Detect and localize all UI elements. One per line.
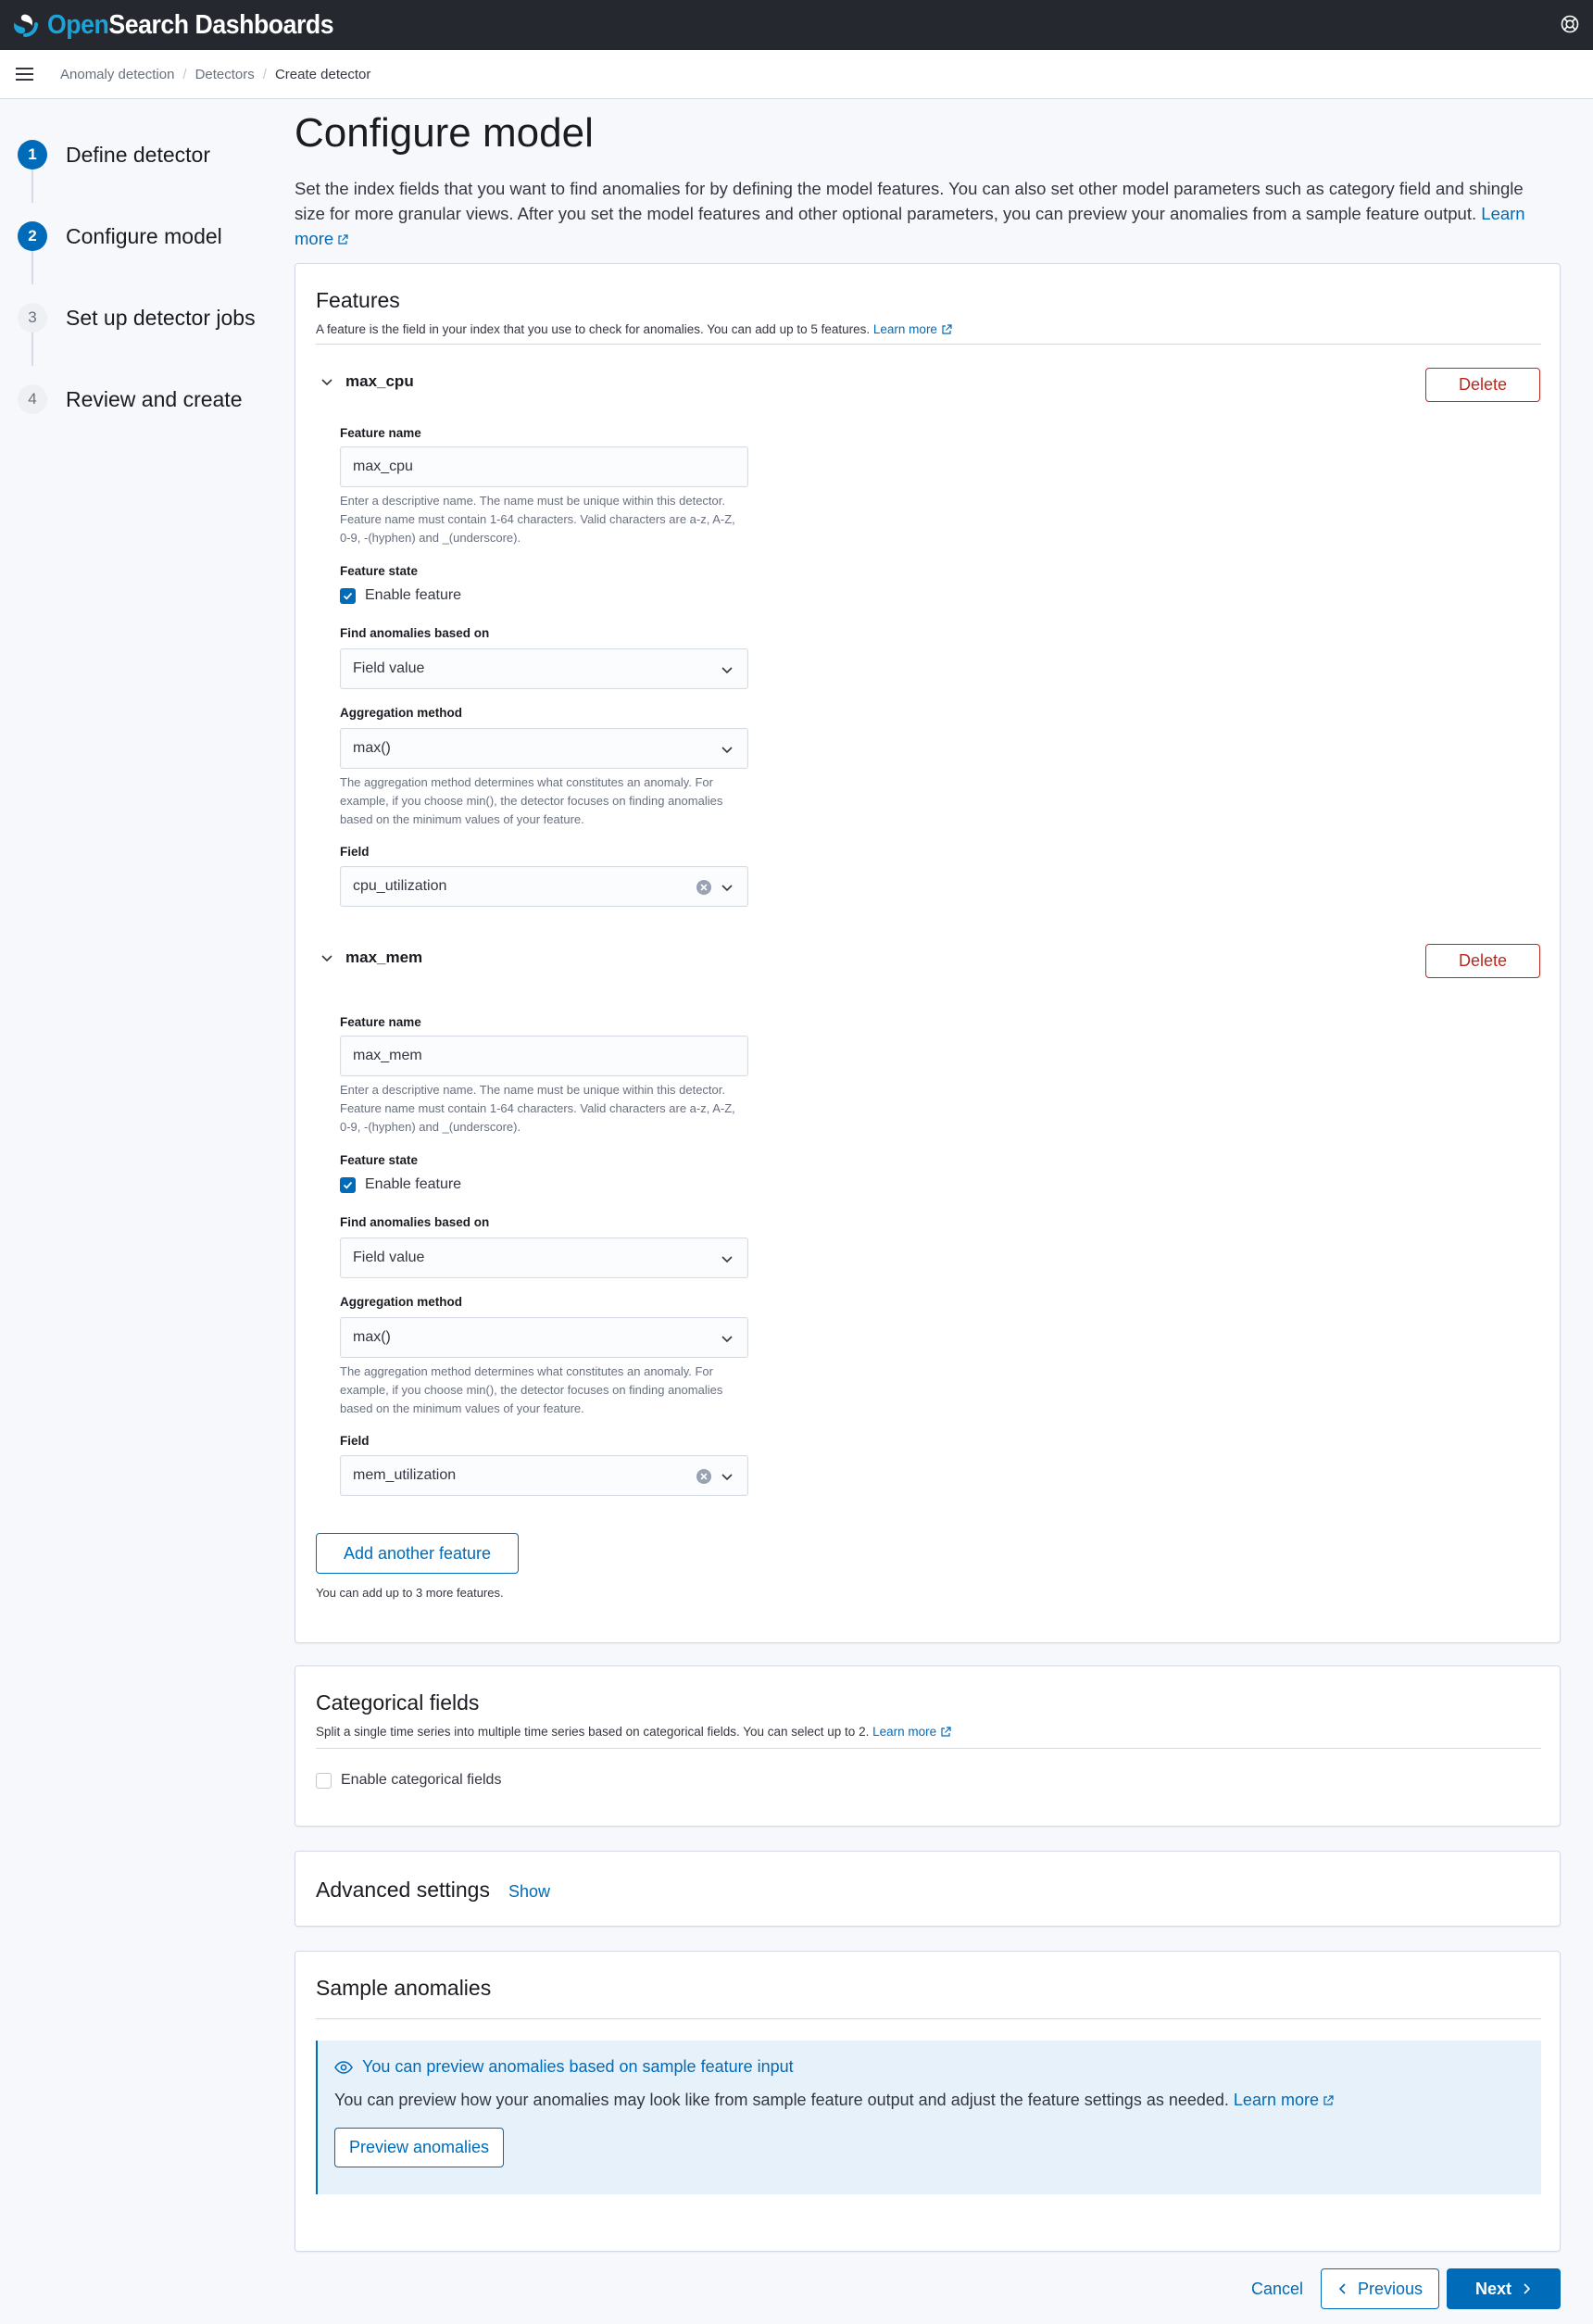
external-link-icon — [941, 324, 952, 335]
next-label: Next — [1474, 2279, 1511, 2298]
aggregation-method-select[interactable] — [340, 1317, 748, 1358]
chevron-down-icon — [320, 374, 334, 389]
feature-accordion-max-mem[interactable] — [320, 948, 422, 967]
advanced-settings-panel — [295, 1851, 1561, 1927]
feature-accordion-max-cpu[interactable] — [320, 372, 414, 391]
eye-icon — [334, 2061, 353, 2074]
clear-icon[interactable] — [696, 1468, 712, 1485]
sample-anomalies-title: Sample anomalies — [316, 1976, 492, 2000]
enable-categorical-label: Enable categorical fields — [341, 1772, 502, 1788]
callout-title-text: You can preview anomalies based on sample feature input — [362, 2057, 794, 2076]
chevron-down-icon — [720, 662, 734, 677]
breadcrumb-anomaly-detection[interactable]: Anomaly detection — [60, 66, 175, 82]
step-set-up-detector-jobs[interactable] — [18, 277, 256, 358]
feature-title: max_cpu — [345, 372, 414, 390]
step-label: Review and create — [66, 386, 243, 411]
checkbox-checked-icon — [340, 588, 356, 604]
feature-name-help: Enter a descriptive name. The name must be unique within this detector. Feature name must contain 1-64 characters. Valid characters are a-z, A-Z, 0-9, -(hyphen) and _(underscore). — [340, 494, 735, 545]
clear-icon[interactable] — [696, 879, 712, 896]
divider — [316, 344, 1541, 345]
divider — [316, 2018, 1541, 2019]
categorical-fields-subtitle — [316, 1725, 951, 1739]
enable-feature-label: Enable feature — [365, 1176, 462, 1192]
feature-name-input[interactable] — [340, 446, 748, 487]
hamburger-menu-icon[interactable] — [16, 67, 34, 82]
categorical-fields-title: Categorical fields — [316, 1690, 480, 1715]
logo-text-open: Open — [47, 9, 109, 40]
field-label: Field — [340, 845, 370, 859]
find-anomalies-value: Field value — [353, 1250, 425, 1265]
opensearch-logo-icon — [12, 11, 40, 39]
enable-feature-checkbox[interactable] — [340, 587, 461, 604]
feature-state-label: Feature state — [340, 1153, 419, 1167]
preview-anomalies-button[interactable]: Preview anomalies — [334, 2128, 504, 2167]
cancel-button[interactable]: Cancel — [1250, 2279, 1304, 2298]
step-number-4: 4 — [18, 384, 47, 414]
aggregation-method-value: max() — [353, 1329, 391, 1345]
external-link-icon — [337, 234, 348, 245]
aggregation-method-label: Aggregation method — [340, 706, 462, 720]
aggregation-method-value: max() — [353, 740, 391, 756]
add-feature-help: You can add up to 3 more features. — [316, 1586, 504, 1600]
chevron-down-icon — [720, 1331, 734, 1346]
page-title: Configure model — [295, 110, 594, 156]
categorical-learn-more-link[interactable] — [872, 1725, 951, 1739]
aggregation-method-help: The aggregation method determines what constitutes an anomaly. For example, if you choose min(), the detector focuses on finding anomalies based on the minimum values of your feature. — [340, 1364, 723, 1415]
preview-callout — [316, 2041, 1541, 2194]
field-combobox[interactable] — [340, 866, 748, 907]
features-panel-header — [316, 288, 952, 336]
step-label: Define detector — [66, 142, 210, 167]
field-label: Field — [340, 1434, 370, 1448]
features-title: Features — [316, 288, 400, 312]
callout-body-text: You can preview how your anomalies may look like from sample feature output and adjust the feature settings as needed. — [334, 2091, 1229, 2109]
field-value: mem_utilization — [353, 1467, 457, 1483]
chevron-left-icon — [1337, 2282, 1348, 2295]
step-number-2: 2 — [18, 221, 47, 251]
chevron-down-icon — [320, 950, 334, 965]
enable-feature-checkbox[interactable] — [340, 1176, 461, 1193]
feature-name-value: max_mem — [353, 1048, 422, 1063]
feature-name-help: Enter a descriptive name. The name must be unique within this detector. Feature name must contain 1-64 characters. Valid characters are a-z, A-Z, 0-9, -(hyphen) and _(underscore). — [340, 1083, 735, 1134]
feature-name-value: max_cpu — [353, 459, 413, 474]
field-combobox[interactable] — [340, 1455, 748, 1496]
breadcrumb — [60, 67, 370, 82]
opensearch-logo[interactable] — [12, 10, 358, 41]
breadcrumb-detectors[interactable]: Detectors — [194, 66, 255, 82]
callout-title — [334, 2057, 794, 2077]
advanced-settings-show-link[interactable]: Show — [508, 1882, 550, 1901]
chevron-down-icon — [720, 742, 734, 757]
aggregation-method-help: The aggregation method determines what constitutes an anomaly. For example, if you choose min(), the detector focuses on finding anomalies based on the minimum values of your feature. — [340, 775, 723, 826]
logo-text-rest: Search Dashboards — [108, 9, 334, 40]
feature-name-label: Feature name — [340, 1015, 421, 1029]
page-description — [295, 176, 1545, 251]
main-content — [295, 109, 1561, 251]
breadcrumb-create-detector: Create detector — [274, 66, 371, 82]
logo-wordmark — [47, 10, 333, 41]
delete-feature-button[interactable]: Delete — [1425, 368, 1540, 402]
chevron-right-icon — [1521, 2282, 1532, 2295]
learn-more-text: Learn more — [872, 322, 937, 336]
sample-anomalies-panel — [295, 1951, 1561, 2252]
step-navigation — [18, 114, 256, 440]
categorical-panel-header — [316, 1690, 951, 1739]
field-value: cpu_utilization — [353, 878, 447, 894]
chevron-down-icon — [720, 880, 734, 895]
next-button[interactable] — [1447, 2268, 1561, 2309]
categorical-subtitle-text: Split a single time series into multiple time series based on categorical fields. You can select up to 2. — [316, 1725, 870, 1739]
find-anomalies-label: Find anomalies based on — [340, 1215, 490, 1229]
learn-more-text: Learn more — [872, 1725, 937, 1739]
categorical-fields-panel — [295, 1665, 1561, 1827]
breadcrumb-separator: / — [262, 66, 267, 82]
advanced-settings-title: Advanced settings — [316, 1878, 490, 1902]
learn-more-text: Learn more — [1233, 2091, 1319, 2109]
step-number-3: 3 — [18, 303, 47, 333]
enable-feature-label: Enable feature — [365, 587, 462, 603]
learn-more-text: Learn more — [295, 204, 1525, 248]
divider — [316, 1748, 1541, 1749]
external-link-icon — [940, 1727, 951, 1738]
breadcrumb-separator: / — [182, 66, 187, 82]
feature-name-input[interactable] — [340, 1036, 748, 1076]
checkbox-checked-icon — [340, 1177, 356, 1193]
features-panel — [295, 263, 1561, 1643]
feature-name-label: Feature name — [340, 426, 421, 440]
find-anomalies-label: Find anomalies based on — [340, 626, 490, 640]
top-header — [0, 0, 1593, 50]
delete-feature-button[interactable]: Delete — [1425, 944, 1540, 978]
chevron-down-icon — [720, 1251, 734, 1266]
aggregation-method-select[interactable] — [340, 728, 748, 769]
breadcrumb-bar — [0, 50, 1593, 99]
step-label: Configure model — [66, 223, 222, 248]
step-label: Set up detector jobs — [66, 305, 256, 330]
feature-title: max_mem — [345, 948, 423, 966]
checkbox-unchecked-icon — [316, 1773, 332, 1789]
step-review-and-create[interactable] — [18, 358, 256, 440]
feature-state-label: Feature state — [340, 564, 419, 578]
features-subtitle-text: A feature is the field in your index that you use to check for anomalies. You can add up to 5 features. — [316, 322, 871, 336]
features-subtitle — [316, 322, 952, 336]
external-link-icon — [1323, 2095, 1334, 2106]
previous-button[interactable] — [1321, 2268, 1439, 2309]
previous-label: Previous — [1357, 2279, 1424, 2298]
find-anomalies-select[interactable] — [340, 1237, 748, 1278]
callout-text — [334, 2091, 1334, 2110]
callout-learn-more-link[interactable] — [1234, 2091, 1334, 2109]
help-icon[interactable] — [1560, 14, 1580, 34]
features-learn-more-link[interactable] — [873, 322, 952, 336]
enable-categorical-fields-checkbox[interactable] — [316, 1772, 501, 1789]
aggregation-method-label: Aggregation method — [340, 1295, 462, 1309]
advanced-settings-header — [316, 1878, 550, 1903]
chevron-down-icon — [720, 1469, 734, 1484]
find-anomalies-value: Field value — [353, 660, 425, 676]
add-another-feature-button[interactable]: Add another feature — [316, 1533, 519, 1574]
page-description-text: Set the index fields that you want to find anomalies for by defining the model features. You can also set other model parameters such as category field and shingle size for more granular views. After you set the model features and other optional parameters, you can preview your anomalies from a sample feature output. — [295, 179, 1524, 223]
step-configure-model[interactable] — [18, 195, 256, 277]
step-number-1: 1 — [18, 140, 47, 170]
step-define-detector[interactable] — [18, 114, 256, 195]
find-anomalies-select[interactable] — [340, 648, 748, 689]
